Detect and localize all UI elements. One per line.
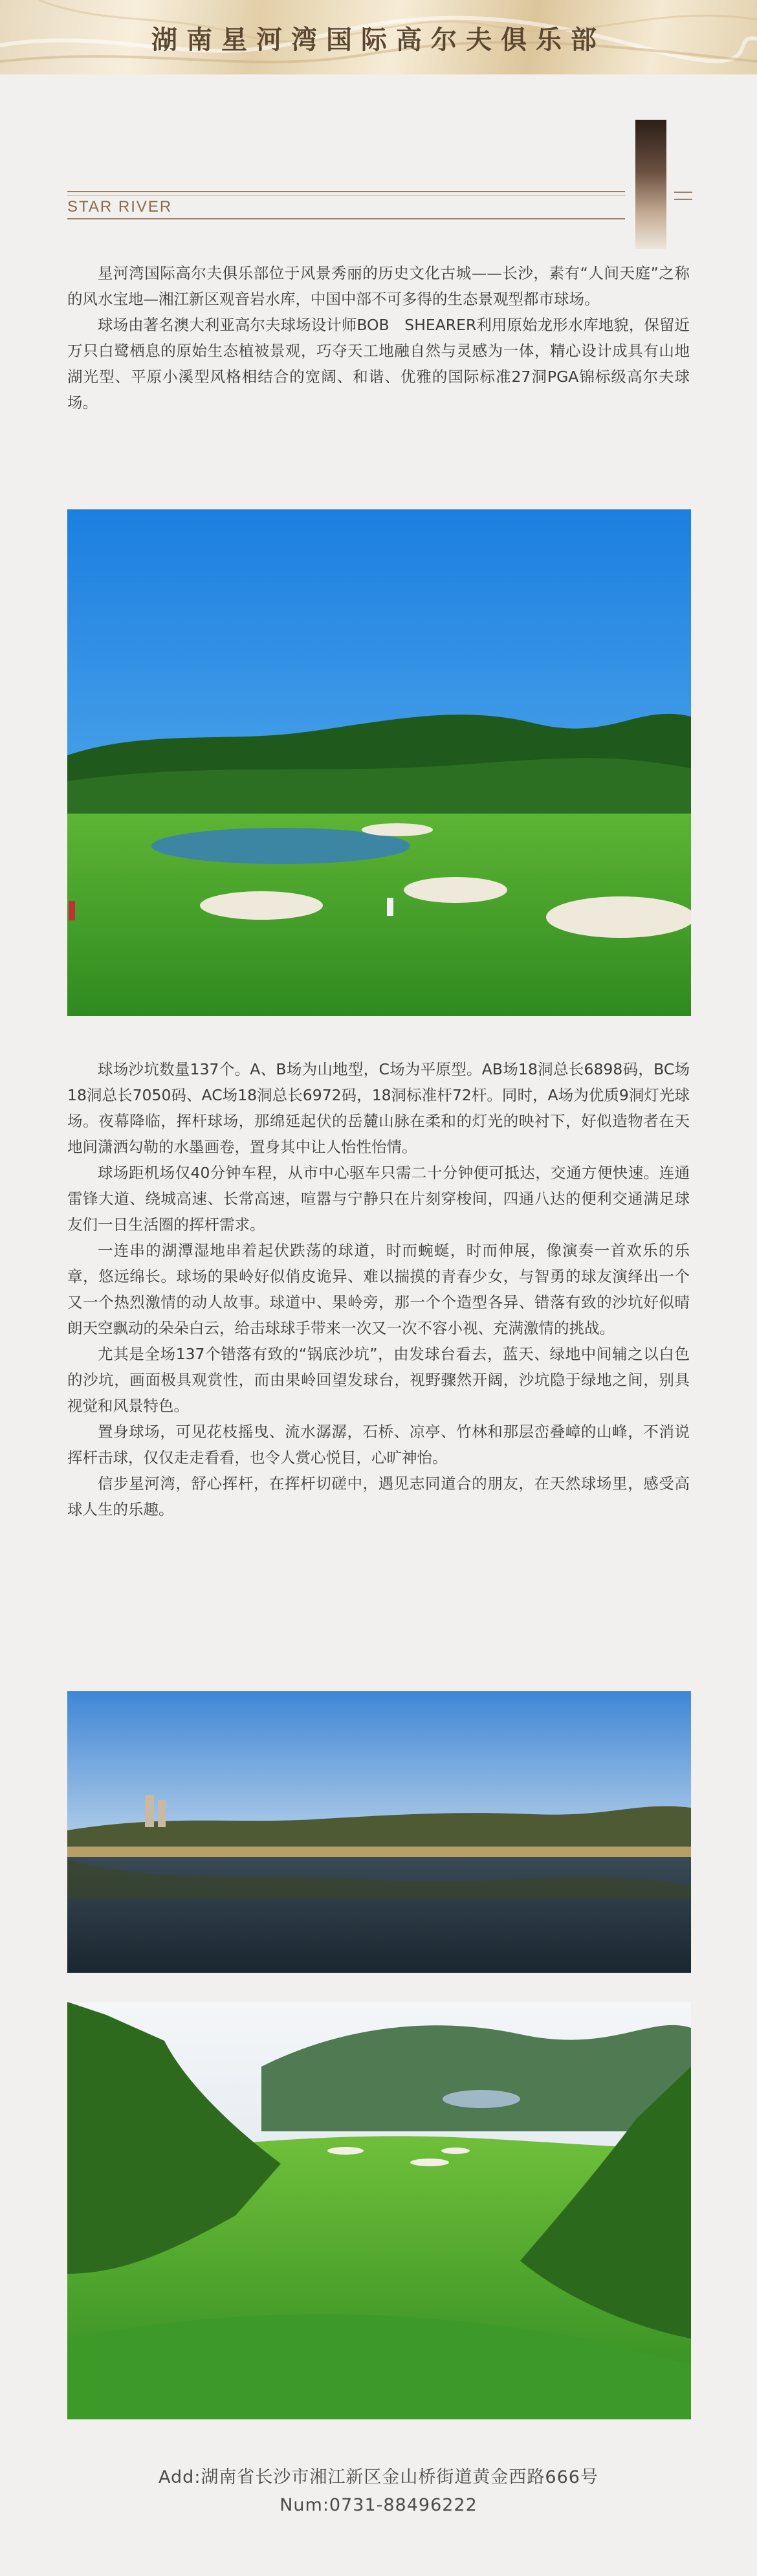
decorative-lines xyxy=(674,192,692,206)
details-paragraph: 信步星河湾，舒心挥杆，在挥杆切磋中，遇见志同道合的朋友，在天然球场里，感受高球人生的乐趣。 xyxy=(67,1474,690,1518)
intro-paragraph: 星河湾国际高尔夫俱乐部位于风景秀丽的历史文化古城——长沙，素有“人间天庭”之称的风水宝地—湘江新区观音岩水库，中国中部不可多得的生态景观型都市球场。 xyxy=(67,264,690,308)
details-paragraph: 球场距机场仅40分钟车程，从市中心驱车只需二十分钟便可抵达，交通方便快速。连通雷锋大道、绕城高速、长常高速，喧嚣与宁静只在片刻穿梭间，四通八达的便利交通满足球友们一日生活圈的挥杆需求。 xyxy=(67,1164,690,1234)
fairway-photo xyxy=(67,2002,691,2419)
details-paragraph: 球场沙坑数量137个。A、B场为山地型，C场为平原型。AB场18洞总长6898码，BC场18洞总长7050码、AC场18洞总长6972码，18洞标准杆72杆。同时，A场为优质9洞灯光球场。夜幕降临，挥杆球场，那绵延起伏的岳麓山脉在柔和的灯光的映衬下，好似造物者在天地间潇洒勾勒的水墨画卷，置身其中让人怡性怡情。 xyxy=(67,1060,690,1156)
divider-line xyxy=(67,218,625,219)
page-title: 湖南星河湾国际高尔夫俱乐部 xyxy=(151,25,606,55)
intro-text xyxy=(67,260,690,416)
section-label: STAR RIVER xyxy=(67,198,173,216)
details-paragraph: 尤其是全场137个错落有致的“锅底沙坑”，由发球台看去，蓝天、绿地中间辅之以白色的沙坑，画面极具观赏性，而由果岭回望发球台，视野骤然开阔，沙坑隐于绿地之间，别具视觉和风景特色。 xyxy=(67,1345,690,1415)
divider-line xyxy=(67,191,625,192)
details-paragraph: 一连串的湖潭湿地串着起伏跌荡的球道，时而蜿蜒，时而伸展，像演奏一首欢乐的乐章，悠远绵长。球场的果岭好似俏皮诡异、难以揣摸的青春少女，与智勇的球友演绎出一个又一个热烈激情的动人故事。球道中、果岭旁，那一个个造型各异、错落有致的沙坑好似晴朗天空飘动的朵朵白云，给击球球手带来一次又一次不容小视、充满激情的挑战。 xyxy=(67,1241,690,1337)
golf-course-photo xyxy=(67,509,691,1016)
intro-paragraph: 球场由著名澳大利亚高尔夫球场设计师BOB SHEARER利用原始龙形水库地貌，保留近万只白鹭栖息的原始生态植被景观，巧夺天工地融自然与灵感为一体，精心设计成具有山地湖光型、平原小溪型风格相结合的宽阔、和谐、优雅的国际标准27洞PGA锦标级高尔夫球场。 xyxy=(67,316,690,412)
lake-photo xyxy=(67,1691,691,1973)
header-banner xyxy=(0,0,757,74)
footer-address: Add:湖南省长沙市湘江新区金山桥街道黄金西路666号 xyxy=(159,2467,598,2487)
divider-line xyxy=(67,195,625,196)
footer-phone: Num:0731-88496222 xyxy=(280,2495,477,2515)
details-text xyxy=(67,1056,690,1522)
decorative-gradient-bar xyxy=(635,120,666,249)
details-paragraph: 置身球场，可见花枝摇曳、流水潺潺，石桥、凉亭、竹林和那层峦叠嶂的山峰，不消说挥杆击球，仅仅走走看看，也令人赏心悦目，心旷神怡。 xyxy=(67,1423,690,1467)
